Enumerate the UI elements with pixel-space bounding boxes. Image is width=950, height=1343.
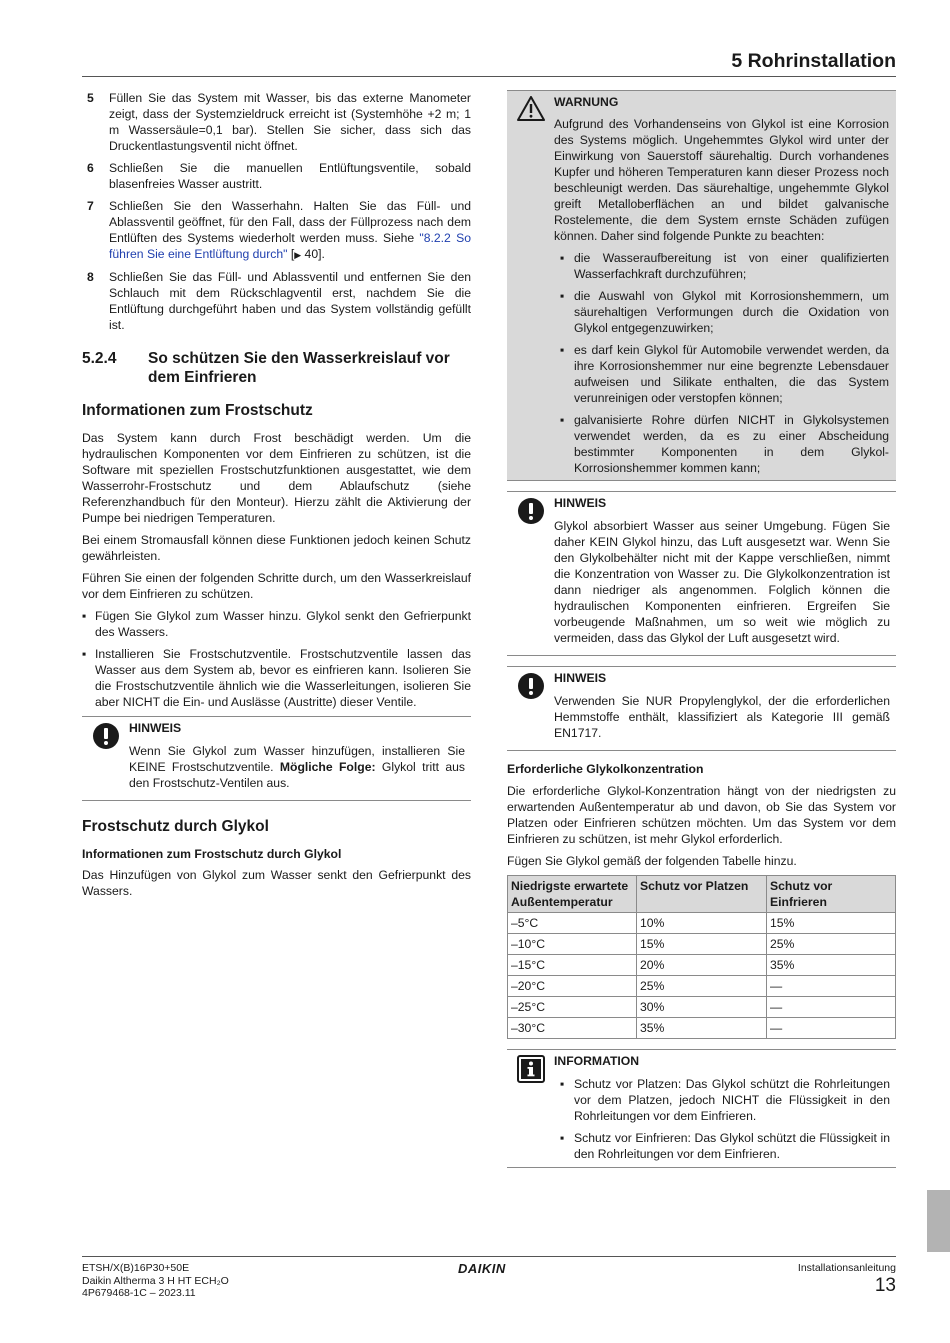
table-cell: 30% [637, 997, 767, 1018]
notice-box [507, 666, 896, 751]
chapter-side-tab [927, 1190, 950, 1252]
table-header: Schutz vor Platzen [637, 876, 767, 913]
ref-bracket: [ [287, 247, 295, 261]
table-cell: 15% [767, 913, 896, 934]
notice-consequence-label: Mögliche Folge: [279, 760, 376, 774]
footer-doc-type: Installationsanleitung [797, 1262, 896, 1274]
table-cell: –30°C [508, 1018, 637, 1039]
notice-text-part: Wenn Sie Glykol zum Wasser hinzufügen, installieren Sie KEINE Frostschutzventile. [129, 744, 465, 774]
daikin-logo: DAIKIN [458, 1261, 506, 1276]
table-cell: 15% [637, 934, 767, 955]
footer-product: Daikin Altherma 3 H HT ECH₂O [82, 1274, 229, 1287]
section-heading [82, 349, 471, 387]
information-box [507, 1049, 896, 1168]
table-cell: –10°C [508, 934, 637, 955]
table-header-row [508, 876, 896, 913]
paragraph: Bei einem Stromausfall können diese Funktionen jedoch keinen Schutz gewährleisten. [82, 533, 471, 563]
section-number: 5.2.4 [82, 350, 117, 367]
table-row [508, 913, 896, 934]
step-6 [82, 160, 471, 192]
bullet-icon: ▪ [560, 1077, 565, 1091]
warning-text: Aufgrund des Vorhandenseins von Glykol ist eine Korrosion des Systems möglich. Ungehemmtes Glykol wird unter der Einwirkung von Sauerstoff säurehaltig. Durch vorhandenes Kupfer und höheren Temperaturen kann dieser Prozess noch beschleunigt werden. Das säurehaltige, ungehemmte Glykol greift Metalloberflächen an und bildet galvanische Rostelemente, die dem System ernste Schäden zufügen können. Daher sind folgende Punkte zu beachten: [554, 117, 889, 243]
table-cell: –20°C [508, 976, 637, 997]
table-cell: 25% [767, 934, 896, 955]
table-cell: 10% [637, 913, 767, 934]
list-item-text: Fügen Sie Glykol zum Wasser hinzu. Glykol senkt den Gefrierpunkt des Wassers. [95, 609, 471, 639]
information-item [554, 1130, 890, 1162]
warning-item [554, 412, 889, 476]
warning-item-text: die Wasseraufbereitung ist von einer qualifizierten Wasserfachkraft durchzuführen; [574, 251, 889, 281]
table-cell: — [767, 1018, 896, 1039]
page-header [82, 48, 896, 77]
table-cell: 20% [637, 955, 767, 976]
table-cell: –25°C [508, 997, 637, 1018]
information-item-text: Schutz vor Einfrieren: Das Glykol schützt die Flüssigkeit in den Rohrleitungen vor dem Einfrieren. [574, 1131, 890, 1161]
step-number: 8 [87, 270, 94, 284]
notice-text: Verwenden Sie NUR Propylenglykol, der die erforderlichen Hemmstoffe enthält, klassifiziert als Kategorie III gemäß EN1717. [554, 694, 890, 740]
notice-icon [82, 720, 129, 797]
step-number: 7 [87, 199, 94, 213]
bullet-icon: ▪ [560, 413, 565, 427]
warning-heading: WARNUNG [554, 95, 619, 109]
step-text: Schließen Sie die manuellen Entlüftungsventile, sobald blasenfreies Wasser austritt. [109, 161, 471, 191]
bullet-icon: ▪ [560, 289, 565, 303]
information-heading: INFORMATION [554, 1054, 640, 1068]
table-row [508, 955, 896, 976]
left-column [82, 90, 471, 905]
warning-box [507, 90, 896, 481]
warning-item [554, 288, 889, 336]
page-ref-arrow-icon: ▶ [294, 250, 302, 260]
notice-text: Glykol absorbiert Wasser aus seiner Umgebung. Fügen Sie daher KEIN Glykol hinzu, das Luft ausgesetzt war. Wenn Sie den Glykolbehälter nicht mit der Kappe verschließen, nimmt die Konzentration von Wasser zu. Die Glykolkonzentration ist dann niedriger als angenommen. Folglich können die hydraulischen Komponenten einfrieren. Ergreifen Sie vorbeugende Maßnahmen, um so weit wie möglich zu vermeiden, dass das Glykol der Luft ausgesetzt wird. [554, 519, 890, 645]
step-8 [82, 269, 471, 333]
footer-code: 4P679468-1C – 2023.11 [82, 1287, 196, 1299]
table-header: Niedrigste erwartete Außentemperatur [508, 876, 637, 913]
table-cell: — [767, 976, 896, 997]
step-number: 6 [87, 161, 94, 175]
page-footer [82, 1256, 896, 1306]
notice-icon [507, 670, 554, 747]
step-7 [82, 198, 471, 263]
info-heading: Informationen zum Frostschutz [82, 402, 313, 419]
step-text [109, 198, 471, 263]
table-row [508, 934, 896, 955]
notice-heading: HINWEIS [129, 721, 182, 735]
table-cell: 35% [637, 1018, 767, 1039]
step-text-part: Schließen Sie den Wasserhahn. Halten Sie das Füll- und Ablassventil geöffnet, für den Fall, dass der Füllprozess nach dem Entlüften des Systems wiederholt werden muss. Siehe [109, 199, 471, 245]
notice-box [82, 716, 471, 801]
bullet-icon: ▪ [82, 609, 87, 623]
bullet-icon: ▪ [560, 1131, 565, 1145]
step-text: Füllen Sie das System mit Wasser, bis das externe Manometer zeigt, dass der Systemzieldruck erreicht ist (Systemhöhe +2 m; 1 m Wassersäule=0,1 bar). Stellen Sie sicher, dass sich das Druckentlastungsventil nicht öffnet. [109, 91, 471, 153]
step-number: 5 [87, 91, 94, 105]
step-5 [82, 90, 471, 154]
information-icon [507, 1053, 554, 1164]
warning-item-text: die Auswahl von Glykol mit Korrosionshemmern, um säurehaltigen Verformungen durch die Oxidation von Glykol entgegenzuwirken; [574, 289, 889, 335]
notice-icon [507, 495, 554, 652]
paragraph: Das System kann durch Frost beschädigt werden. Um die hydraulischen Komponenten vor dem Einfrieren zu schützen, ist die Software mit speziellen Frostschutzfunktionen ausgestattet, wie dem Wasserrohr-Frostschutz und dem Ablaufschutz (siehe Referenzhandbuch für den Monteur). Hierzu zählt die Aktivierung der Pumpe bei niedrigen Temperaturen. [82, 431, 471, 525]
footer-model: ETSH/X(B)16P30+50E [82, 1262, 190, 1274]
list-item [82, 646, 471, 710]
warning-item [554, 342, 889, 406]
information-item [554, 1076, 890, 1124]
table-cell: 35% [767, 955, 896, 976]
notice-text [129, 743, 465, 791]
step-text: Schließen Sie das Füll- und Ablassventil und entfernen Sie den Schlauch mit dem Rückschlagventil erst, nachdem Sie die Entlüftung durchgeführt haben und das System vollständig gefüllt ist. [109, 270, 471, 332]
notice-heading: HINWEIS [554, 671, 607, 685]
bullet-icon: ▪ [560, 343, 565, 357]
warning-item-text: galvanisierte Rohre dürfen NICHT in Glykolsystemen verwendet werden, da es zu einer Abscheidung bestimmter Komponenten in dem Glykol-Korrosionshemmer kommen kann; [574, 413, 889, 475]
paragraph: Fügen Sie Glykol gemäß der folgenden Tabelle hinzu. [507, 854, 797, 868]
page-number: 13 [874, 1275, 896, 1296]
section-link[interactable]: "8.2.2 So führen Sie eine Entlüftung durch" [109, 231, 471, 261]
table-cell: 25% [637, 976, 767, 997]
glycol-table [507, 875, 896, 1039]
information-item-text: Schutz vor Platzen: Das Glykol schützt die Rohrleitungen vor dem Platzen, jedoch NICHT die Flüssigkeit in den Rohrleitungen vor dem Einfrieren. [574, 1077, 890, 1123]
paragraph: Führen Sie einen der folgenden Schritte durch, um den Wasserkreislauf vor dem Einfrieren zu schützen. [82, 571, 471, 601]
notice-box [507, 491, 896, 656]
table-header: Schutz vor Einfrieren [767, 876, 896, 913]
chapter-title: 5 Rohrinstallation [731, 50, 896, 72]
table-row [508, 997, 896, 1018]
warning-item-text: es darf kein Glykol für Automobile verwendet werden, da ihre Korrosionshemmer nur eine begrenzte Lebensdauer aufweisen und Silikate enthalten, die das System verunreinigen oder verstopfen können; [574, 343, 889, 405]
footer-info [82, 1262, 229, 1300]
list-item [82, 608, 471, 640]
concentration-heading: Erforderliche Glykolkonzentration [507, 762, 704, 776]
notice-text-part: Glykol tritt aus den Frostschutz-Ventilen aus. [129, 760, 465, 790]
bullet-icon: ▪ [82, 647, 87, 661]
glycol-subheading: Informationen zum Frostschutz durch Glykol [82, 847, 342, 861]
table-row [508, 976, 896, 997]
bullet-icon: ▪ [560, 251, 565, 265]
table-row [508, 1018, 896, 1039]
paragraph: Die erforderliche Glykol-Konzentration hängt von der niedrigsten zu erwartenden Außentemperatur ab und davon, ob Sie das System vor Platzen oder Einfrieren schützen möchten. Um das System vor dem Einfrieren zu schützen, ist mehr Glykol erforderlich. [507, 784, 896, 846]
table-cell: –15°C [508, 955, 637, 976]
glycol-heading: Frostschutz durch Glykol [82, 818, 269, 835]
notice-heading: HINWEIS [554, 496, 607, 510]
right-column [507, 90, 896, 1178]
warning-icon [507, 94, 554, 476]
warning-item [554, 250, 889, 282]
paragraph: Das Hinzufügen von Glykol zum Wasser senkt den Gefrierpunkt des Wassers. [82, 868, 471, 898]
table-cell: — [767, 997, 896, 1018]
ref-page: 40]. [301, 247, 325, 261]
list-item-text: Installieren Sie Frostschutzventile. Frostschutzventile lassen das Wasser aus dem System ab, bevor es einfrieren kann. Isolieren Sie die Frostschutzventile ähnlich wie die Wasserleitungen, isolieren Sie aber NICHT die Ein- und Auslässe (Austritte) dieser Ventile. [95, 647, 471, 709]
table-cell: –5°C [508, 913, 637, 934]
section-title: So schützen Sie den Wasserkreislauf vor dem Einfrieren [148, 350, 450, 386]
